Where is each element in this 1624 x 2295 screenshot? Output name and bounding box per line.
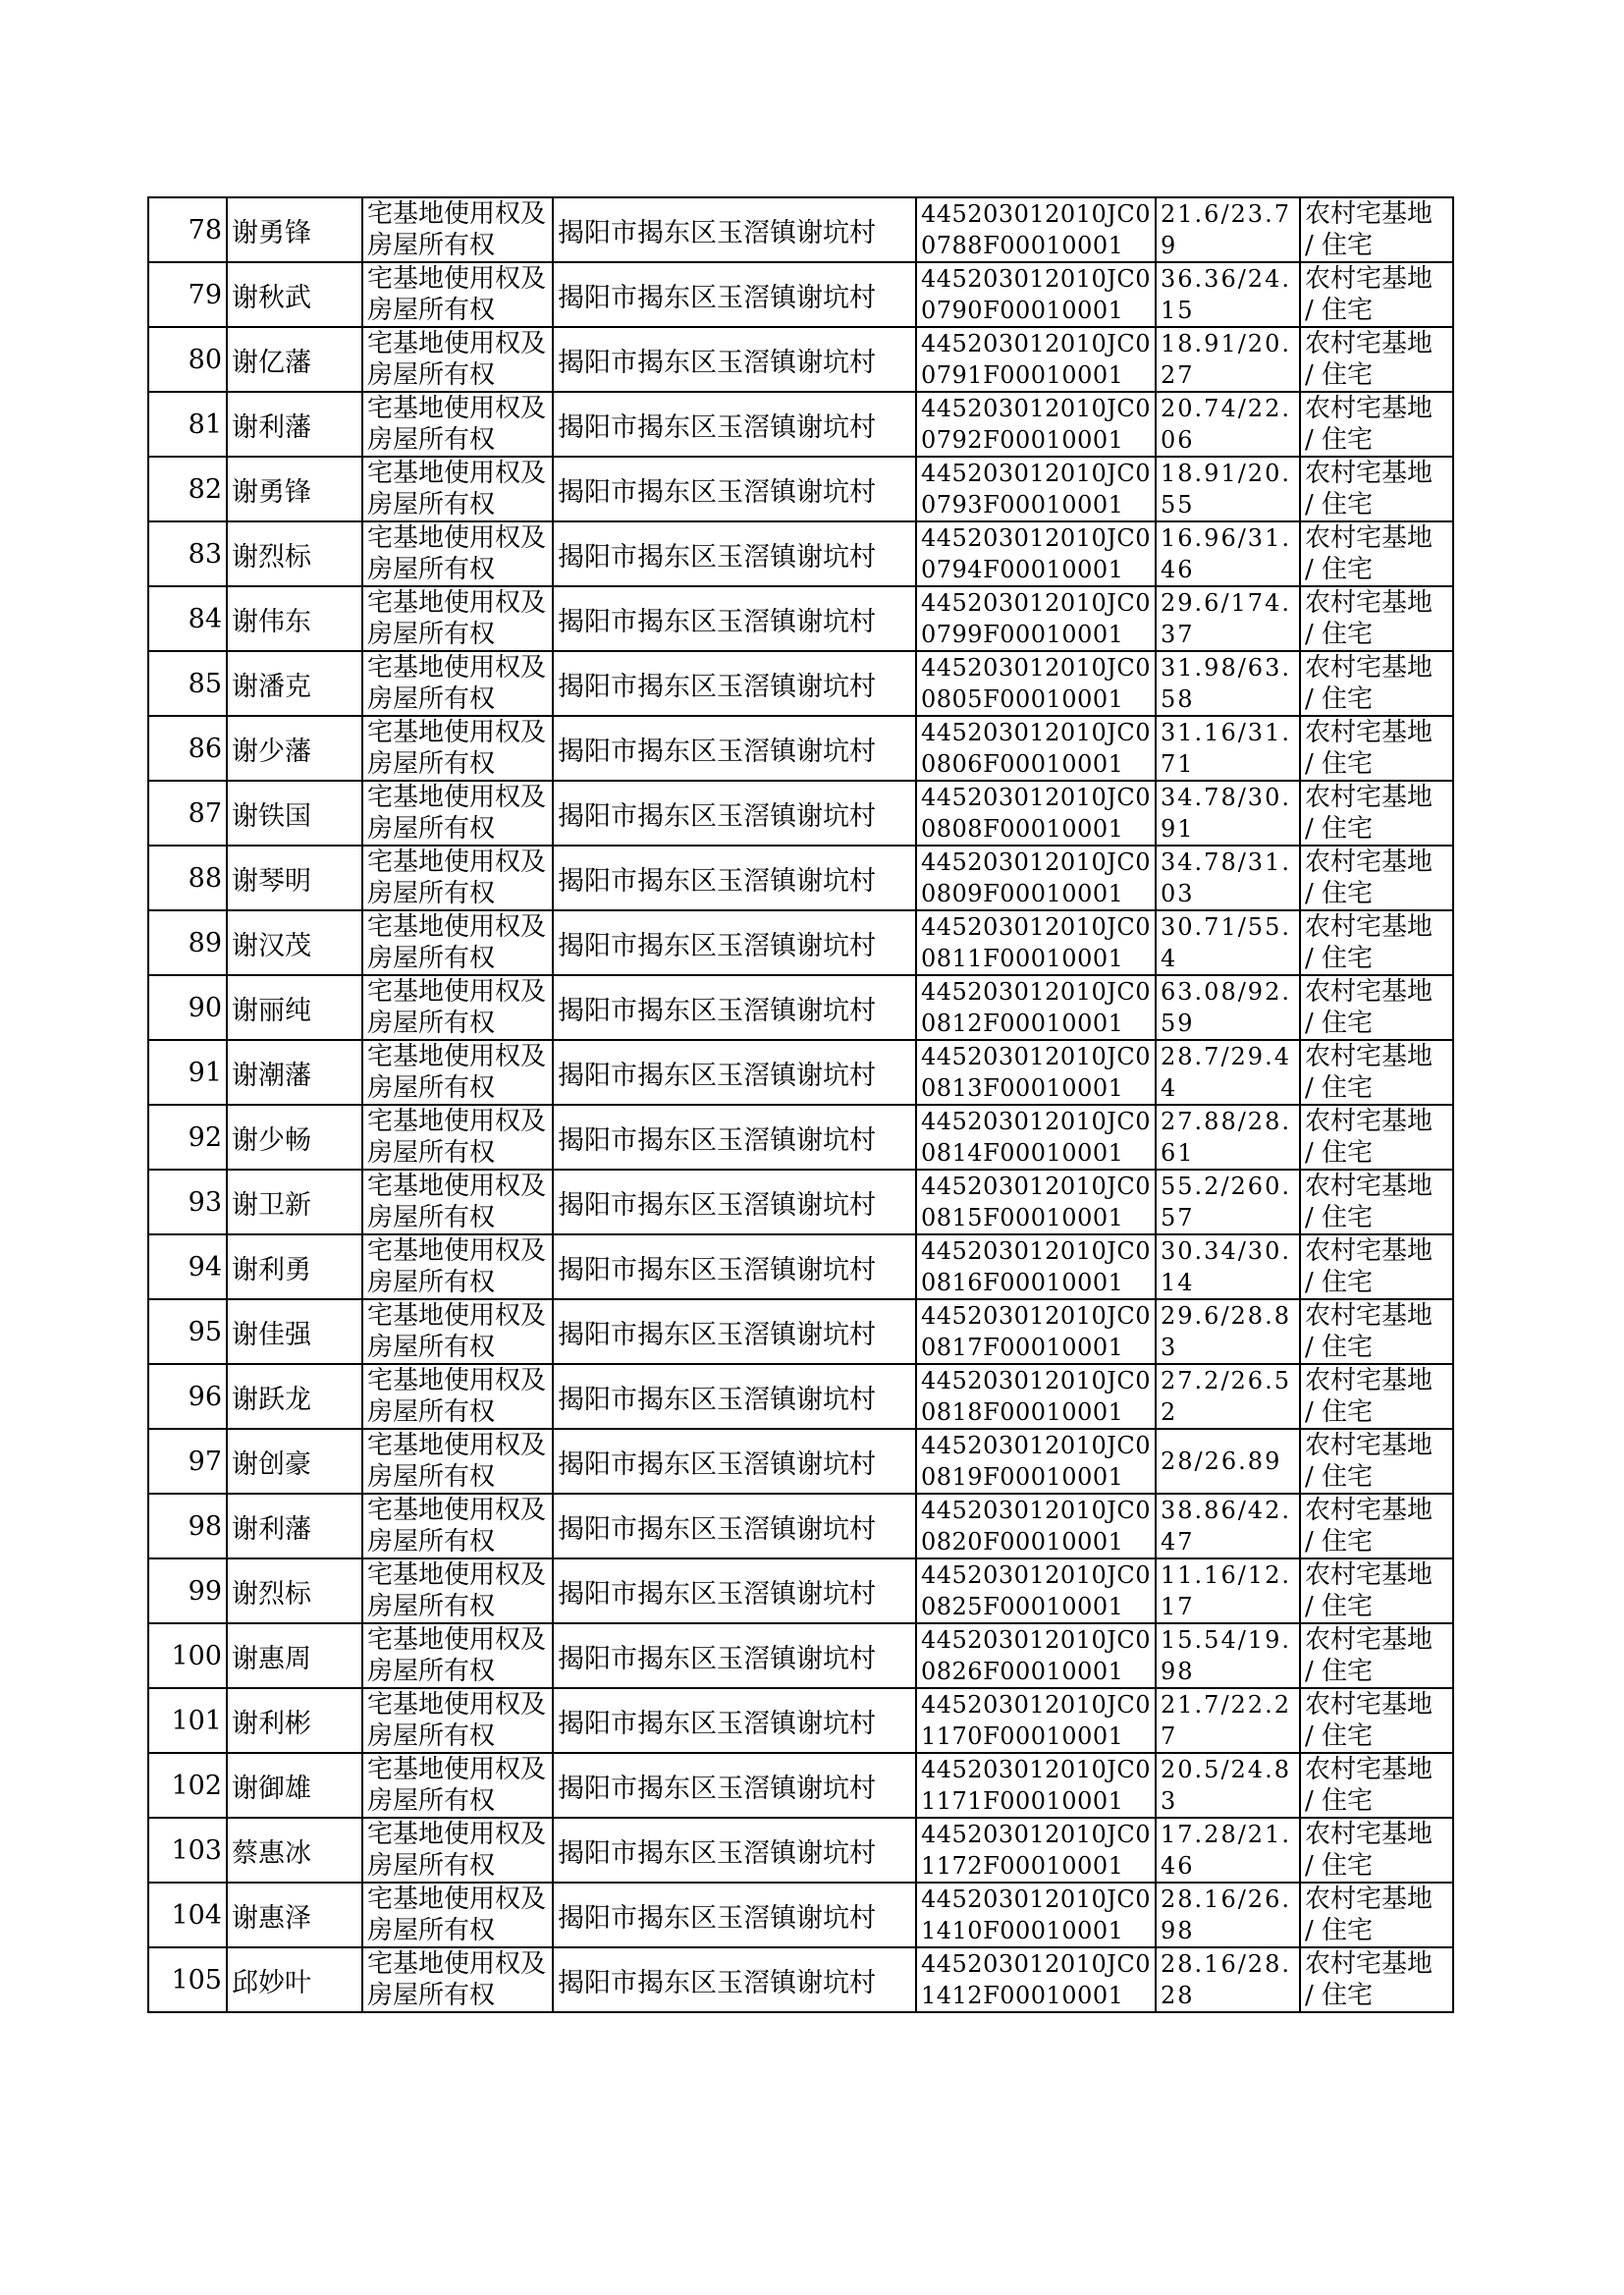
usage-cell: 农村宅基地 / 住宅: [1300, 1818, 1453, 1883]
right-type-cell: 宅基地使用权及房屋所有权: [362, 1623, 553, 1688]
location-cell: 揭阳市揭东区玉滘镇谢坑村: [553, 1299, 916, 1364]
location-cell: 揭阳市揭东区玉滘镇谢坑村: [553, 1170, 916, 1234]
right-type-cell: 宅基地使用权及房屋所有权: [362, 586, 553, 651]
owner-name-cell: 邱妙叶: [227, 1947, 362, 2012]
usage-cell: 农村宅基地 / 住宅: [1300, 521, 1453, 586]
right-type-cell: 宅基地使用权及房屋所有权: [362, 457, 553, 521]
area-cell: 20.74/22.06: [1156, 392, 1300, 457]
row-number-cell: 104: [148, 1883, 227, 1947]
table-row: [148, 910, 1453, 975]
right-type-cell: 宅基地使用权及房屋所有权: [362, 392, 553, 457]
row-number-cell: 78: [148, 197, 227, 262]
table-row: [148, 1494, 1453, 1558]
owner-name-cell: 谢利彬: [227, 1688, 362, 1753]
owner-name-cell: 谢伟东: [227, 586, 362, 651]
table-row: [148, 1040, 1453, 1105]
owner-name-cell: 谢铁国: [227, 781, 362, 846]
area-cell: 30.34/30.14: [1156, 1234, 1300, 1299]
row-number-cell: 93: [148, 1170, 227, 1234]
location-cell: 揭阳市揭东区玉滘镇谢坑村: [553, 1883, 916, 1947]
unit-code-cell: 445203012010JC00825F00010001: [916, 1558, 1156, 1623]
row-number-cell: 92: [148, 1105, 227, 1170]
location-cell: 揭阳市揭东区玉滘镇谢坑村: [553, 1234, 916, 1299]
location-cell: 揭阳市揭东区玉滘镇谢坑村: [553, 975, 916, 1040]
usage-cell: 农村宅基地 / 住宅: [1300, 327, 1453, 392]
table-row: [148, 651, 1453, 716]
location-cell: 揭阳市揭东区玉滘镇谢坑村: [553, 392, 916, 457]
table-row: [148, 1947, 1453, 2012]
row-number-cell: 95: [148, 1299, 227, 1364]
owner-name-cell: 谢勇锋: [227, 457, 362, 521]
right-type-cell: 宅基地使用权及房屋所有权: [362, 262, 553, 327]
owner-name-cell: 谢潘克: [227, 651, 362, 716]
right-type-cell: 宅基地使用权及房屋所有权: [362, 1947, 553, 2012]
row-number-cell: 101: [148, 1688, 227, 1753]
table-row: [148, 521, 1453, 586]
usage-cell: 农村宅基地 / 住宅: [1300, 1299, 1453, 1364]
row-number-cell: 87: [148, 781, 227, 846]
location-cell: 揭阳市揭东区玉滘镇谢坑村: [553, 1558, 916, 1623]
table-row: [148, 1234, 1453, 1299]
owner-name-cell: 谢惠周: [227, 1623, 362, 1688]
location-cell: 揭阳市揭东区玉滘镇谢坑村: [553, 586, 916, 651]
row-number-cell: 94: [148, 1234, 227, 1299]
unit-code-cell: 445203012010JC00816F00010001: [916, 1234, 1156, 1299]
usage-cell: 农村宅基地 / 住宅: [1300, 1883, 1453, 1947]
table-row: [148, 1364, 1453, 1429]
table-row: [148, 1818, 1453, 1883]
location-cell: 揭阳市揭东区玉滘镇谢坑村: [553, 1688, 916, 1753]
area-cell: 18.91/20.27: [1156, 327, 1300, 392]
right-type-cell: 宅基地使用权及房屋所有权: [362, 1429, 553, 1494]
owner-name-cell: 谢卫新: [227, 1170, 362, 1234]
table-row: [148, 1558, 1453, 1623]
usage-cell: 农村宅基地 / 住宅: [1300, 781, 1453, 846]
area-cell: 31.16/31.71: [1156, 716, 1300, 781]
unit-code-cell: 445203012010JC00794F00010001: [916, 521, 1156, 586]
right-type-cell: 宅基地使用权及房屋所有权: [362, 1105, 553, 1170]
unit-code-cell: 445203012010JC01172F00010001: [916, 1818, 1156, 1883]
unit-code-cell: 445203012010JC01410F00010001: [916, 1883, 1156, 1947]
right-type-cell: 宅基地使用权及房屋所有权: [362, 781, 553, 846]
table-row: [148, 327, 1453, 392]
unit-code-cell: 445203012010JC00819F00010001: [916, 1429, 1156, 1494]
usage-cell: 农村宅基地 / 住宅: [1300, 1947, 1453, 2012]
unit-code-cell: 445203012010JC00815F00010001: [916, 1170, 1156, 1234]
usage-cell: 农村宅基地 / 住宅: [1300, 1364, 1453, 1429]
location-cell: 揭阳市揭东区玉滘镇谢坑村: [553, 651, 916, 716]
table-body: [148, 197, 1453, 2012]
right-type-cell: 宅基地使用权及房屋所有权: [362, 1364, 553, 1429]
usage-cell: 农村宅基地 / 住宅: [1300, 1170, 1453, 1234]
owner-name-cell: 谢勇锋: [227, 197, 362, 262]
row-number-cell: 79: [148, 262, 227, 327]
right-type-cell: 宅基地使用权及房屋所有权: [362, 651, 553, 716]
owner-name-cell: 谢御雄: [227, 1753, 362, 1818]
table-row: [148, 392, 1453, 457]
area-cell: 20.5/24.83: [1156, 1753, 1300, 1818]
location-cell: 揭阳市揭东区玉滘镇谢坑村: [553, 1494, 916, 1558]
usage-cell: 农村宅基地 / 住宅: [1300, 586, 1453, 651]
location-cell: 揭阳市揭东区玉滘镇谢坑村: [553, 197, 916, 262]
right-type-cell: 宅基地使用权及房屋所有权: [362, 1753, 553, 1818]
location-cell: 揭阳市揭东区玉滘镇谢坑村: [553, 1947, 916, 2012]
row-number-cell: 105: [148, 1947, 227, 2012]
location-cell: 揭阳市揭东区玉滘镇谢坑村: [553, 457, 916, 521]
owner-name-cell: 谢少畅: [227, 1105, 362, 1170]
usage-cell: 农村宅基地 / 住宅: [1300, 846, 1453, 910]
location-cell: 揭阳市揭东区玉滘镇谢坑村: [553, 1818, 916, 1883]
row-number-cell: 91: [148, 1040, 227, 1105]
owner-name-cell: 谢丽纯: [227, 975, 362, 1040]
row-number-cell: 98: [148, 1494, 227, 1558]
owner-name-cell: 谢跃龙: [227, 1364, 362, 1429]
row-number-cell: 86: [148, 716, 227, 781]
row-number-cell: 96: [148, 1364, 227, 1429]
right-type-cell: 宅基地使用权及房屋所有权: [362, 1040, 553, 1105]
owner-name-cell: 谢秋武: [227, 262, 362, 327]
location-cell: 揭阳市揭东区玉滘镇谢坑村: [553, 1429, 916, 1494]
right-type-cell: 宅基地使用权及房屋所有权: [362, 1170, 553, 1234]
owner-name-cell: 谢少藩: [227, 716, 362, 781]
location-cell: 揭阳市揭东区玉滘镇谢坑村: [553, 1040, 916, 1105]
owner-name-cell: 谢利藩: [227, 1494, 362, 1558]
registration-table: [147, 196, 1454, 2013]
usage-cell: 农村宅基地 / 住宅: [1300, 1105, 1453, 1170]
row-number-cell: 90: [148, 975, 227, 1040]
area-cell: 29.6/174.37: [1156, 586, 1300, 651]
area-cell: 34.78/31.03: [1156, 846, 1300, 910]
unit-code-cell: 445203012010JC00820F00010001: [916, 1494, 1156, 1558]
unit-code-cell: 445203012010JC00788F00010001: [916, 197, 1156, 262]
table-row: [148, 1753, 1453, 1818]
unit-code-cell: 445203012010JC00793F00010001: [916, 457, 1156, 521]
table-row: [148, 586, 1453, 651]
table-row: [148, 1688, 1453, 1753]
usage-cell: 农村宅基地 / 住宅: [1300, 1234, 1453, 1299]
owner-name-cell: 谢潮藩: [227, 1040, 362, 1105]
table-row: [148, 1623, 1453, 1688]
right-type-cell: 宅基地使用权及房屋所有权: [362, 1688, 553, 1753]
area-cell: 15.54/19.98: [1156, 1623, 1300, 1688]
location-cell: 揭阳市揭东区玉滘镇谢坑村: [553, 910, 916, 975]
area-cell: 18.91/20.55: [1156, 457, 1300, 521]
usage-cell: 农村宅基地 / 住宅: [1300, 197, 1453, 262]
row-number-cell: 84: [148, 586, 227, 651]
area-cell: 28.7/29.44: [1156, 1040, 1300, 1105]
usage-cell: 农村宅基地 / 住宅: [1300, 1040, 1453, 1105]
row-number-cell: 102: [148, 1753, 227, 1818]
location-cell: 揭阳市揭东区玉滘镇谢坑村: [553, 521, 916, 586]
right-type-cell: 宅基地使用权及房屋所有权: [362, 1234, 553, 1299]
area-cell: 28.16/26.98: [1156, 1883, 1300, 1947]
unit-code-cell: 445203012010JC00809F00010001: [916, 846, 1156, 910]
owner-name-cell: 谢亿藩: [227, 327, 362, 392]
location-cell: 揭阳市揭东区玉滘镇谢坑村: [553, 1364, 916, 1429]
table-row: [148, 781, 1453, 846]
right-type-cell: 宅基地使用权及房屋所有权: [362, 521, 553, 586]
table-row: [148, 457, 1453, 521]
row-number-cell: 88: [148, 846, 227, 910]
right-type-cell: 宅基地使用权及房屋所有权: [362, 1494, 553, 1558]
table-row: [148, 197, 1453, 262]
right-type-cell: 宅基地使用权及房屋所有权: [362, 975, 553, 1040]
location-cell: 揭阳市揭东区玉滘镇谢坑村: [553, 327, 916, 392]
location-cell: 揭阳市揭东区玉滘镇谢坑村: [553, 1623, 916, 1688]
table-row: [148, 1299, 1453, 1364]
owner-name-cell: 谢琴明: [227, 846, 362, 910]
right-type-cell: 宅基地使用权及房屋所有权: [362, 1299, 553, 1364]
owner-name-cell: 蔡惠冰: [227, 1818, 362, 1883]
unit-code-cell: 445203012010JC00808F00010001: [916, 781, 1156, 846]
row-number-cell: 82: [148, 457, 227, 521]
area-cell: 28/26.89: [1156, 1429, 1300, 1494]
table-row: [148, 846, 1453, 910]
unit-code-cell: 445203012010JC00814F00010001: [916, 1105, 1156, 1170]
owner-name-cell: 谢利藩: [227, 392, 362, 457]
unit-code-cell: 445203012010JC00818F00010001: [916, 1364, 1156, 1429]
row-number-cell: 83: [148, 521, 227, 586]
area-cell: 38.86/42.47: [1156, 1494, 1300, 1558]
right-type-cell: 宅基地使用权及房屋所有权: [362, 846, 553, 910]
usage-cell: 农村宅基地 / 住宅: [1300, 457, 1453, 521]
unit-code-cell: 445203012010JC00791F00010001: [916, 327, 1156, 392]
area-cell: 36.36/24.15: [1156, 262, 1300, 327]
owner-name-cell: 谢利勇: [227, 1234, 362, 1299]
table-row: [148, 1170, 1453, 1234]
unit-code-cell: 445203012010JC00799F00010001: [916, 586, 1156, 651]
owner-name-cell: 谢汉茂: [227, 910, 362, 975]
row-number-cell: 81: [148, 392, 227, 457]
table-row: [148, 262, 1453, 327]
usage-cell: 农村宅基地 / 住宅: [1300, 262, 1453, 327]
area-cell: 27.2/26.52: [1156, 1364, 1300, 1429]
unit-code-cell: 445203012010JC01171F00010001: [916, 1753, 1156, 1818]
unit-code-cell: 445203012010JC00826F00010001: [916, 1623, 1156, 1688]
usage-cell: 农村宅基地 / 住宅: [1300, 716, 1453, 781]
row-number-cell: 99: [148, 1558, 227, 1623]
usage-cell: 农村宅基地 / 住宅: [1300, 1753, 1453, 1818]
owner-name-cell: 谢烈标: [227, 1558, 362, 1623]
unit-code-cell: 445203012010JC01170F00010001: [916, 1688, 1156, 1753]
row-number-cell: 103: [148, 1818, 227, 1883]
location-cell: 揭阳市揭东区玉滘镇谢坑村: [553, 262, 916, 327]
row-number-cell: 80: [148, 327, 227, 392]
unit-code-cell: 445203012010JC01412F00010001: [916, 1947, 1156, 2012]
area-cell: 29.6/28.83: [1156, 1299, 1300, 1364]
right-type-cell: 宅基地使用权及房屋所有权: [362, 1818, 553, 1883]
usage-cell: 农村宅基地 / 住宅: [1300, 1494, 1453, 1558]
area-cell: 16.96/31.46: [1156, 521, 1300, 586]
table-row: [148, 975, 1453, 1040]
owner-name-cell: 谢惠泽: [227, 1883, 362, 1947]
location-cell: 揭阳市揭东区玉滘镇谢坑村: [553, 716, 916, 781]
row-number-cell: 100: [148, 1623, 227, 1688]
area-cell: 30.71/55.4: [1156, 910, 1300, 975]
area-cell: 11.16/12.17: [1156, 1558, 1300, 1623]
area-cell: 31.98/63.58: [1156, 651, 1300, 716]
table-row: [148, 1105, 1453, 1170]
table-row: [148, 1883, 1453, 1947]
location-cell: 揭阳市揭东区玉滘镇谢坑村: [553, 781, 916, 846]
right-type-cell: 宅基地使用权及房屋所有权: [362, 1558, 553, 1623]
area-cell: 28.16/28.28: [1156, 1947, 1300, 2012]
right-type-cell: 宅基地使用权及房屋所有权: [362, 716, 553, 781]
table-row: [148, 716, 1453, 781]
location-cell: 揭阳市揭东区玉滘镇谢坑村: [553, 846, 916, 910]
unit-code-cell: 445203012010JC00817F00010001: [916, 1299, 1156, 1364]
unit-code-cell: 445203012010JC00805F00010001: [916, 651, 1156, 716]
area-cell: 55.2/260.57: [1156, 1170, 1300, 1234]
right-type-cell: 宅基地使用权及房屋所有权: [362, 910, 553, 975]
area-cell: 27.88/28.61: [1156, 1105, 1300, 1170]
usage-cell: 农村宅基地 / 住宅: [1300, 1688, 1453, 1753]
unit-code-cell: 445203012010JC00812F00010001: [916, 975, 1156, 1040]
location-cell: 揭阳市揭东区玉滘镇谢坑村: [553, 1753, 916, 1818]
usage-cell: 农村宅基地 / 住宅: [1300, 1558, 1453, 1623]
unit-code-cell: 445203012010JC00806F00010001: [916, 716, 1156, 781]
usage-cell: 农村宅基地 / 住宅: [1300, 1623, 1453, 1688]
unit-code-cell: 445203012010JC00813F00010001: [916, 1040, 1156, 1105]
owner-name-cell: 谢佳强: [227, 1299, 362, 1364]
area-cell: 34.78/30.91: [1156, 781, 1300, 846]
row-number-cell: 97: [148, 1429, 227, 1494]
unit-code-cell: 445203012010JC00811F00010001: [916, 910, 1156, 975]
area-cell: 21.6/23.79: [1156, 197, 1300, 262]
right-type-cell: 宅基地使用权及房屋所有权: [362, 327, 553, 392]
right-type-cell: 宅基地使用权及房屋所有权: [362, 1883, 553, 1947]
location-cell: 揭阳市揭东区玉滘镇谢坑村: [553, 1105, 916, 1170]
owner-name-cell: 谢烈标: [227, 521, 362, 586]
area-cell: 21.7/22.27: [1156, 1688, 1300, 1753]
unit-code-cell: 445203012010JC00790F00010001: [916, 262, 1156, 327]
unit-code-cell: 445203012010JC00792F00010001: [916, 392, 1156, 457]
table-row: [148, 1429, 1453, 1494]
usage-cell: 农村宅基地 / 住宅: [1300, 910, 1453, 975]
area-cell: 17.28/21.46: [1156, 1818, 1300, 1883]
usage-cell: 农村宅基地 / 住宅: [1300, 975, 1453, 1040]
area-cell: 63.08/92.59: [1156, 975, 1300, 1040]
usage-cell: 农村宅基地 / 住宅: [1300, 651, 1453, 716]
usage-cell: 农村宅基地 / 住宅: [1300, 1429, 1453, 1494]
owner-name-cell: 谢创豪: [227, 1429, 362, 1494]
row-number-cell: 89: [148, 910, 227, 975]
right-type-cell: 宅基地使用权及房屋所有权: [362, 197, 553, 262]
row-number-cell: 85: [148, 651, 227, 716]
usage-cell: 农村宅基地 / 住宅: [1300, 392, 1453, 457]
